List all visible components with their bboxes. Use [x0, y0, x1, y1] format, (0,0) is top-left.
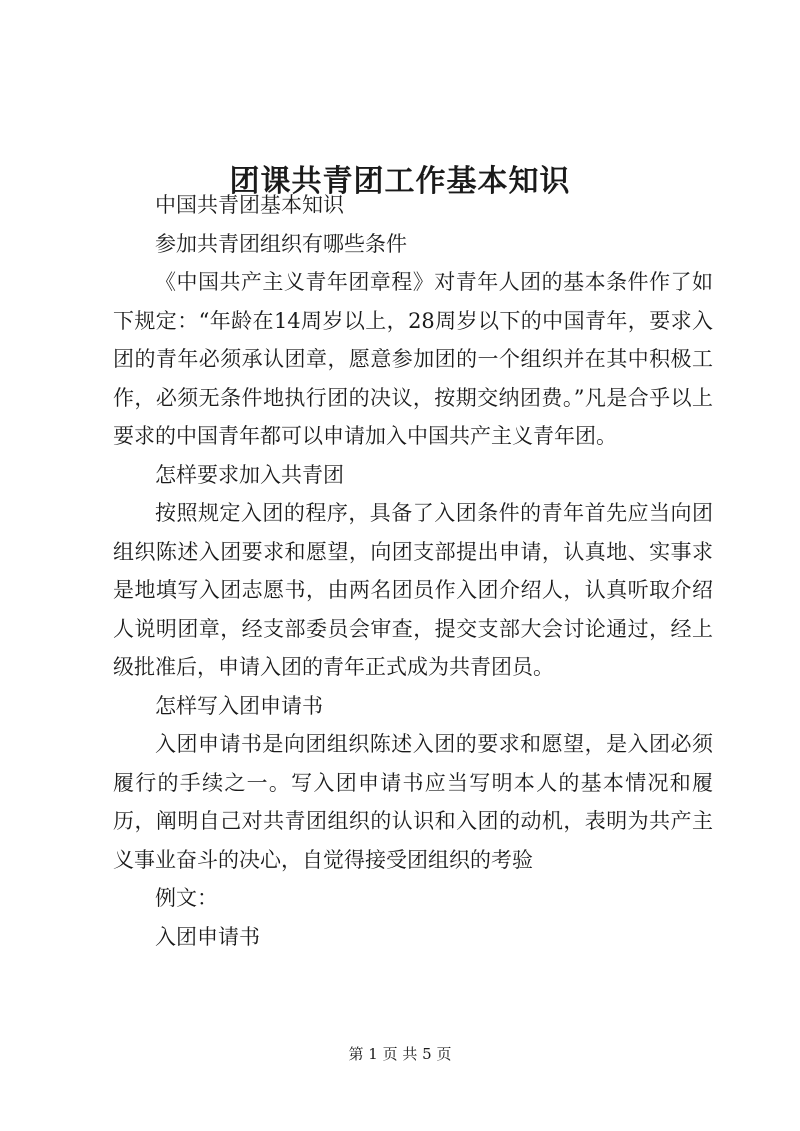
paragraph: 怎样写入团申请书	[155, 693, 323, 718]
paragraph: 《中国共产主义青年团章程》对青年人团的基本条件作了如下规定：“年龄在14周岁以上，28周岁以下的中国青年，要求入团的青年必须承认团章，愿意参加团的一个组织并在其中积极工作，必须无条件地执行团的决议，按期交纳团费。”凡是合乎以上要求的中国青年都可以申请加入中国共产主义青年团。	[113, 270, 713, 448]
paragraph: 怎样要求加入共青团	[155, 462, 344, 487]
document-title: 团课共青团工作基本知识	[229, 164, 571, 200]
page-footer: 第 1 页 共 5 页	[348, 1045, 452, 1063]
paragraph: 中国共青团基本知识	[155, 193, 344, 217]
paragraph: 例文：	[155, 886, 218, 910]
paragraph: 入团申请书	[155, 924, 260, 949]
paragraph: 参加共青团组织有哪些条件	[155, 231, 407, 256]
paragraph: 按照规定入团的程序，具备了入团条件的青年首先应当向团组织陈述入团要求和愿望，向团支部提出申请，认真地、实事求是地填写入团志愿书，由两名团员作入团介绍人，认真听取介绍人说明团章，经支部委员会审查，提交支部大会讨论通过，经上级批准后，申请入团的青年正式成为共青团员。	[113, 501, 713, 679]
document-body	[113, 186, 713, 956]
paragraph: 入团申请书是向团组织陈述入团的要求和愿望，是入团必须履行的手续之一。写入团申请书应当写明本人的基本情况和履历，阐明自己对共青团组织的认识和入团的动机，表明为共产主义事业奋斗的决心，自觉得接受团组织的考验	[113, 732, 713, 872]
